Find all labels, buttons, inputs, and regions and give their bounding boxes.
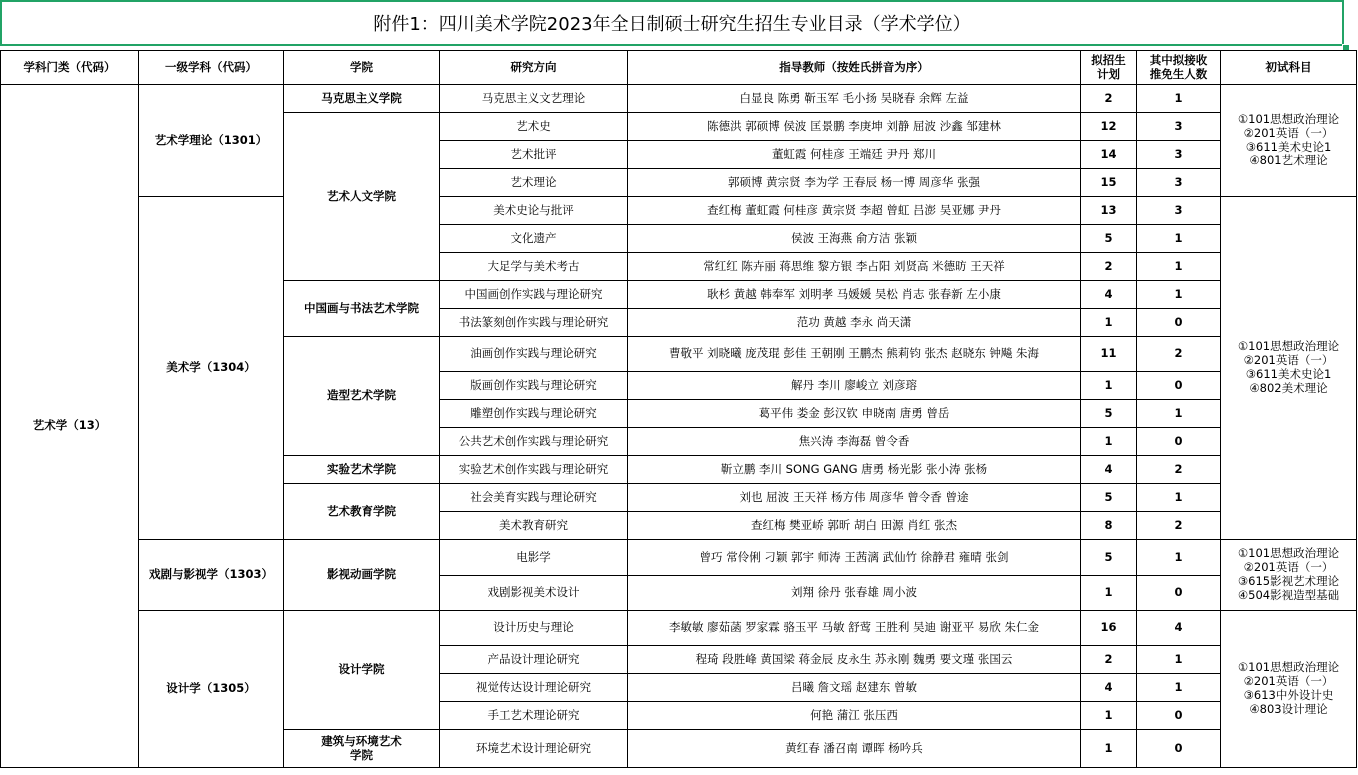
exempt-cell[interactable]: 1 [1137,225,1221,253]
direction-cell[interactable]: 设计历史与理论 [440,611,628,646]
exam-line: ④504影视造型基础 [1237,587,1340,602]
quota-cell[interactable]: 4 [1081,281,1137,309]
exempt-cell[interactable]: 1 [1137,85,1221,113]
exempt-cell[interactable]: 0 [1137,372,1221,400]
college-cell-plastic[interactable]: 造型艺术学院 [284,337,440,456]
table-row [1,540,1357,576]
exempt-cell[interactable]: 2 [1137,512,1221,540]
supervisors-cell[interactable]: 曹敬平 刘晓曦 庞茂琨 彭佳 王朝刚 王鹏杰 熊莉钧 张杰 赵晓东 钟飚 朱海 [628,337,1081,372]
direction-cell[interactable]: 视觉传达设计理论研究 [440,674,628,702]
quota-cell[interactable]: 15 [1081,169,1137,197]
direction-cell[interactable]: 书法篆刻创作实践与理论研究 [440,309,628,337]
exam-line: ①101思想政治理论 [1237,546,1340,561]
quota-cell[interactable]: 5 [1081,540,1137,576]
direction-cell[interactable]: 中国画创作实践与理论研究 [440,281,628,309]
header-row [1,51,1357,85]
quota-cell[interactable]: 1 [1081,576,1137,611]
direction-cell[interactable]: 戏剧影视美术设计 [440,576,628,611]
table-row [1,611,1357,646]
page-title: 附件1：四川美术学院2023年全日制硕士研究生招生专业目录（学术学位） [373,14,971,35]
table-row [1,197,1357,225]
quota-cell[interactable]: 2 [1081,253,1137,281]
supervisors-cell[interactable]: 查红梅 董虹霞 何桂彦 黄宗贤 李超 曾虹 吕澎 吴亚娜 尹丹 [628,197,1081,225]
supervisors-cell[interactable]: 黄红春 潘召南 谭晖 杨吟兵 [628,730,1081,768]
exam-line: ③611美术史论1 [1245,367,1332,381]
quota-cell[interactable]: 1 [1081,309,1137,337]
discipline-cell-1305[interactable]: 设计学（1305） [139,611,284,768]
supervisors-cell[interactable]: 刘也 屈波 王天祥 杨方伟 周彦华 曾令香 曾途 [628,484,1081,512]
exam-line: ④802美术理论 [1249,380,1328,395]
header-exempt-line2: 推免生人数 [1149,66,1208,81]
college-cell-humanities[interactable]: 艺术人文学院 [284,113,440,281]
discipline-cell-1301[interactable]: 艺术学理论（1301） [139,85,284,197]
exam-line: ①101思想政治理论 [1237,339,1340,354]
quota-cell[interactable]: 8 [1081,512,1137,540]
exam-line: ②201英语（一） [1243,674,1334,689]
quota-cell[interactable]: 1 [1081,730,1137,768]
exempt-cell[interactable]: 1 [1137,253,1221,281]
direction-cell[interactable]: 电影学 [440,540,628,576]
direction-cell[interactable]: 文化遗产 [440,225,628,253]
header-exam[interactable]: 初试科目 [1221,51,1357,85]
quota-cell[interactable]: 14 [1081,141,1137,169]
quota-cell[interactable]: 2 [1081,85,1137,113]
exam-line: ②201英语（一） [1243,560,1334,575]
supervisors-cell[interactable]: 刘翔 徐丹 张春雄 周小波 [628,576,1081,611]
exempt-cell[interactable]: 3 [1137,141,1221,169]
direction-cell[interactable]: 油画创作实践与理论研究 [440,337,628,372]
exam-line: ①101思想政治理论 [1237,111,1340,126]
quota-cell[interactable]: 4 [1081,456,1137,484]
header-direction[interactable]: 研究方向 [440,51,628,85]
supervisors-cell[interactable]: 耿杉 黄越 韩奉军 刘明孝 马媛媛 吴松 肖志 张春新 左小康 [628,281,1081,309]
supervisors-cell[interactable]: 范功 黄越 李永 尚天潇 [628,309,1081,337]
discipline-cell-1304[interactable]: 美术学（1304） [139,197,284,540]
supervisors-cell[interactable]: 程琦 段胜峰 黄国梁 蒋金辰 皮永生 苏永刚 魏勇 要文瑾 张国云 [628,646,1081,674]
exempt-cell[interactable]: 2 [1137,456,1221,484]
exam-line: ①101思想政治理论 [1237,660,1340,675]
exam-line: ③611美术史论1 [1245,139,1332,154]
supervisors-cell[interactable]: 查红梅 樊亚峤 郭昕 胡白 田源 肖红 张杰 [628,512,1081,540]
exempt-cell[interactable]: 1 [1137,540,1221,576]
exam-line: ②201英语（一） [1243,353,1334,368]
exempt-cell[interactable]: 3 [1137,197,1221,225]
supervisors-cell[interactable]: 曾巧 常伶俐 刁颖 郭宇 师涛 王茜漓 武仙竹 徐静君 雍晴 张剑 [628,540,1081,576]
direction-cell[interactable]: 艺术批评 [440,141,628,169]
exempt-cell[interactable]: 3 [1137,169,1221,197]
direction-cell[interactable]: 公共艺术创作实践与理论研究 [440,428,628,456]
exempt-cell[interactable]: 1 [1137,400,1221,428]
quota-cell[interactable]: 12 [1081,113,1137,141]
direction-cell[interactable]: 实验艺术创作实践与理论研究 [440,456,628,484]
catalog-table [0,50,1357,768]
direction-cell[interactable]: 马克思主义文艺理论 [440,85,628,113]
exam-cell-1301[interactable] [1221,85,1357,197]
discipline-cell-1303[interactable]: 戏剧与影视学（1303） [139,540,284,611]
exempt-cell[interactable]: 1 [1137,484,1221,512]
college-cell-experimental[interactable]: 实验艺术学院 [284,456,440,484]
supervisors-cell[interactable]: 何艳 蒲江 张压西 [628,702,1081,730]
direction-cell[interactable]: 环境艺术设计理论研究 [440,730,628,768]
header-quota-line2: 计划 [1097,66,1120,81]
exempt-cell[interactable]: 0 [1137,428,1221,456]
supervisors-cell[interactable]: 解丹 李川 廖峻立 刘彦瑢 [628,372,1081,400]
direction-cell[interactable]: 雕塑创作实践与理论研究 [440,400,628,428]
quota-cell[interactable]: 5 [1081,400,1137,428]
exempt-cell[interactable]: 0 [1137,730,1221,768]
college-cell-design[interactable]: 设计学院 [284,611,440,730]
exempt-cell[interactable]: 0 [1137,309,1221,337]
direction-cell[interactable]: 艺术理论 [440,169,628,197]
exempt-cell[interactable]: 1 [1137,281,1221,309]
direction-cell[interactable]: 手工艺术理论研究 [440,702,628,730]
direction-cell[interactable]: 艺术史 [440,113,628,141]
header-supervisors[interactable]: 指导教师（按姓氏拼音为序） [628,51,1081,85]
quota-cell[interactable]: 11 [1081,337,1137,372]
quota-cell[interactable]: 2 [1081,646,1137,674]
direction-cell[interactable]: 大足学与美术考古 [440,253,628,281]
quota-cell[interactable]: 16 [1081,611,1137,646]
exam-cell-1305[interactable] [1221,611,1357,768]
exempt-cell[interactable]: 3 [1137,113,1221,141]
supervisors-cell[interactable]: 葛平伟 娄金 彭汉钦 申晓南 唐勇 曾岳 [628,400,1081,428]
exempt-cell[interactable]: 4 [1137,611,1221,646]
supervisors-cell[interactable]: 吕曦 詹文瑶 赵建东 曾敏 [628,674,1081,702]
college-architecture-line1: 建筑与环境艺术 [321,733,402,748]
table-row [1,85,1357,113]
quota-cell[interactable]: 4 [1081,674,1137,702]
college-cell-education[interactable]: 艺术教育学院 [284,484,440,540]
college-cell-chinese-painting[interactable]: 中国画与书法艺术学院 [284,281,440,337]
category-cell[interactable]: 艺术学（13） [1,85,139,768]
header-first-level[interactable]: 一级学科（代码） [139,51,284,85]
supervisors-cell[interactable]: 陈德洪 郭硕博 侯波 匡景鹏 李庚坤 刘静 屈波 沙鑫 邹建林 [628,113,1081,141]
header-exempt-line1: 其中拟接收 [1149,52,1208,67]
header-college[interactable]: 学院 [284,51,440,85]
college-architecture-line2: 学院 [350,747,373,762]
table-title-cell[interactable] [0,0,1344,46]
supervisors-cell[interactable]: 李敏敏 廖茹菡 罗家霖 骆玉平 马敏 舒莺 王胜利 吴迪 谢亚平 易欣 朱仁金 [628,611,1081,646]
header-quota-line1: 拟招生 [1091,52,1126,67]
exempt-cell[interactable]: 0 [1137,702,1221,730]
exam-line: ③613中外设计史 [1243,688,1334,702]
supervisors-cell[interactable]: 白显良 陈勇 靳玉军 毛小扬 吴晓春 余辉 左益 [628,85,1081,113]
quota-cell[interactable]: 5 [1081,484,1137,512]
direction-cell[interactable]: 美术教育研究 [440,512,628,540]
exam-cell-1303[interactable] [1221,540,1357,611]
exempt-cell[interactable]: 1 [1137,646,1221,674]
exam-cell-1304[interactable] [1221,197,1357,540]
direction-cell[interactable]: 社会美育实践与理论研究 [440,484,628,512]
quota-cell[interactable]: 1 [1081,428,1137,456]
supervisors-cell[interactable]: 靳立鹏 李川 SONG GANG 唐勇 杨光影 张小涛 张杨 [628,456,1081,484]
exempt-cell[interactable]: 1 [1137,674,1221,702]
exam-line: ④801艺术理论 [1249,153,1328,168]
quota-cell[interactable]: 1 [1081,372,1137,400]
direction-cell[interactable]: 产品设计理论研究 [440,646,628,674]
quota-cell[interactable]: 1 [1081,702,1137,730]
header-category[interactable]: 学科门类（代码） [1,51,139,85]
supervisors-cell[interactable]: 焦兴涛 李海磊 曾令香 [628,428,1081,456]
supervisors-cell[interactable]: 董虹霞 何桂彦 王端廷 尹丹 郑川 [628,141,1081,169]
supervisors-cell[interactable]: 侯波 王海燕 俞方洁 张颖 [628,225,1081,253]
college-cell-architecture[interactable] [284,730,440,768]
exam-line: ④803设计理论 [1249,701,1328,716]
supervisors-cell[interactable]: 郭硕博 黄宗贤 李为学 王春辰 杨一博 周彦华 张强 [628,169,1081,197]
college-cell-marx[interactable]: 马克思主义学院 [284,85,440,113]
header-quota[interactable] [1081,51,1137,85]
supervisors-cell[interactable]: 常红红 陈卉丽 蒋思维 黎方银 李占阳 刘贤高 米德昉 王天祥 [628,253,1081,281]
direction-cell[interactable]: 美术史论与批评 [440,197,628,225]
direction-cell[interactable]: 版画创作实践与理论研究 [440,372,628,400]
exam-line: ③615影视艺术理论 [1237,574,1340,588]
quota-cell[interactable]: 5 [1081,225,1137,253]
exempt-cell[interactable]: 2 [1137,337,1221,372]
header-exempt[interactable] [1137,51,1221,85]
exempt-cell[interactable]: 0 [1137,576,1221,611]
quota-cell[interactable]: 13 [1081,197,1137,225]
exam-line: ②201英语（一） [1243,125,1334,140]
college-cell-film[interactable]: 影视动画学院 [284,540,440,611]
